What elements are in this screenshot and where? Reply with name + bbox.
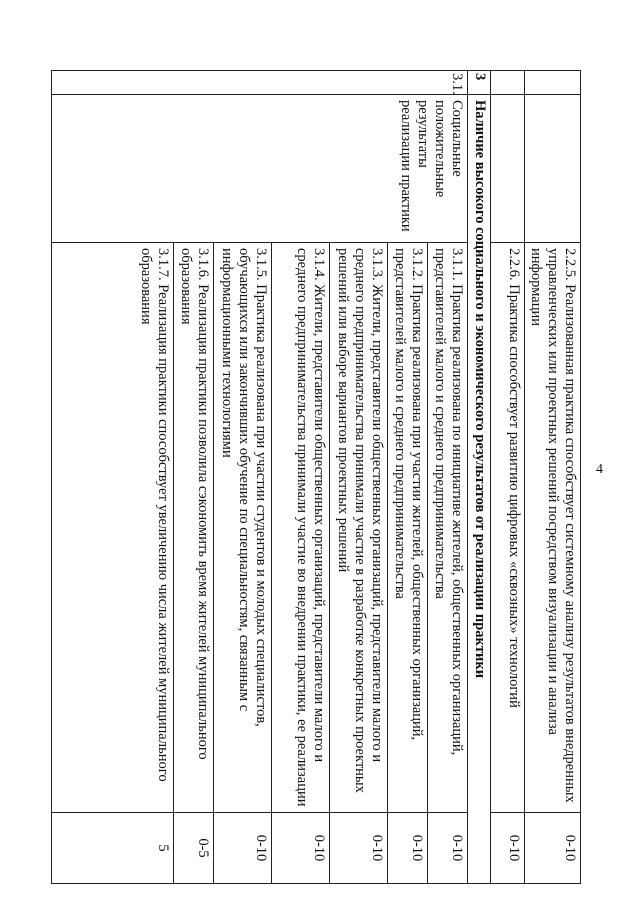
table-cell <box>525 95 581 243</box>
section-title: Наличие высокого социального и экономического результатов от реализации практики <box>468 95 491 884</box>
criterion-text: 3.1.3. Жители, представители общественных организаций, представители малого и среднего предпринимательства принимали участие в разработке конкретных проектных решений или выборе вариантов проектных решений <box>330 243 388 813</box>
criterion-text: 3.1.1. Практика реализована по инициативе жителей, общественных организаций, представителей малого и среднего предпринимательства <box>428 243 468 813</box>
score-range: 0-10 <box>330 813 388 884</box>
table-cell <box>525 71 581 95</box>
criterion-text: 3.1.6. Реализация практики позволила сэкономить время жителей муниципального образования <box>174 243 214 813</box>
score-range: 0-10 <box>525 813 581 884</box>
table-row <box>428 71 468 884</box>
section-row <box>468 71 491 884</box>
score-range: 0-10 <box>491 813 525 884</box>
table-cell <box>491 95 525 243</box>
page-number: 4 <box>596 462 603 477</box>
score-range: 0-10 <box>388 813 428 884</box>
criterion-text: 3.1.2. Практика реализована при участии жителей, общественных организаций, представителей малого и среднего предпринимательства <box>388 243 428 813</box>
criterion-text: 2.2.6. Практика способствует развитию цифровых «сквозных» технологий <box>491 243 525 813</box>
score-range: 5 <box>52 813 174 884</box>
table-row <box>491 71 525 884</box>
criterion-text: 3.1.5. Практика реализована при участии студентов и молодых специалистов, обучающихся или закончивших обучение по специальностям, связанным с информационными технологиями <box>214 243 272 813</box>
score-range: 0-10 <box>272 813 330 884</box>
criteria-table <box>51 70 581 884</box>
criterion-text: 3.1.7. Реализация практики способствует увеличению числа жителей муниципального образования <box>52 243 174 813</box>
section-number: 3 <box>468 71 491 95</box>
table-cell <box>491 71 525 95</box>
score-range: 0-10 <box>428 813 468 884</box>
group-number: 3.1. <box>52 71 468 95</box>
score-range: 0-10 <box>214 813 272 884</box>
group-name: Социальные положительные результаты реализации практики <box>52 95 468 243</box>
score-range: 0-5 <box>174 813 214 884</box>
criterion-text: 2.2.5. Реализованная практика способствует системному анализу результатов внедренных управленческих или проектных решений посредством визуализации и анализа информации <box>525 243 581 813</box>
criteria-table-area <box>66 70 581 884</box>
table-row <box>525 71 581 884</box>
criterion-text: 3.1.4. Жители, представители общественных организаций, представители малого и среднего предпринимательства принимали участие во внедрении практики, ее реализации <box>272 243 330 813</box>
